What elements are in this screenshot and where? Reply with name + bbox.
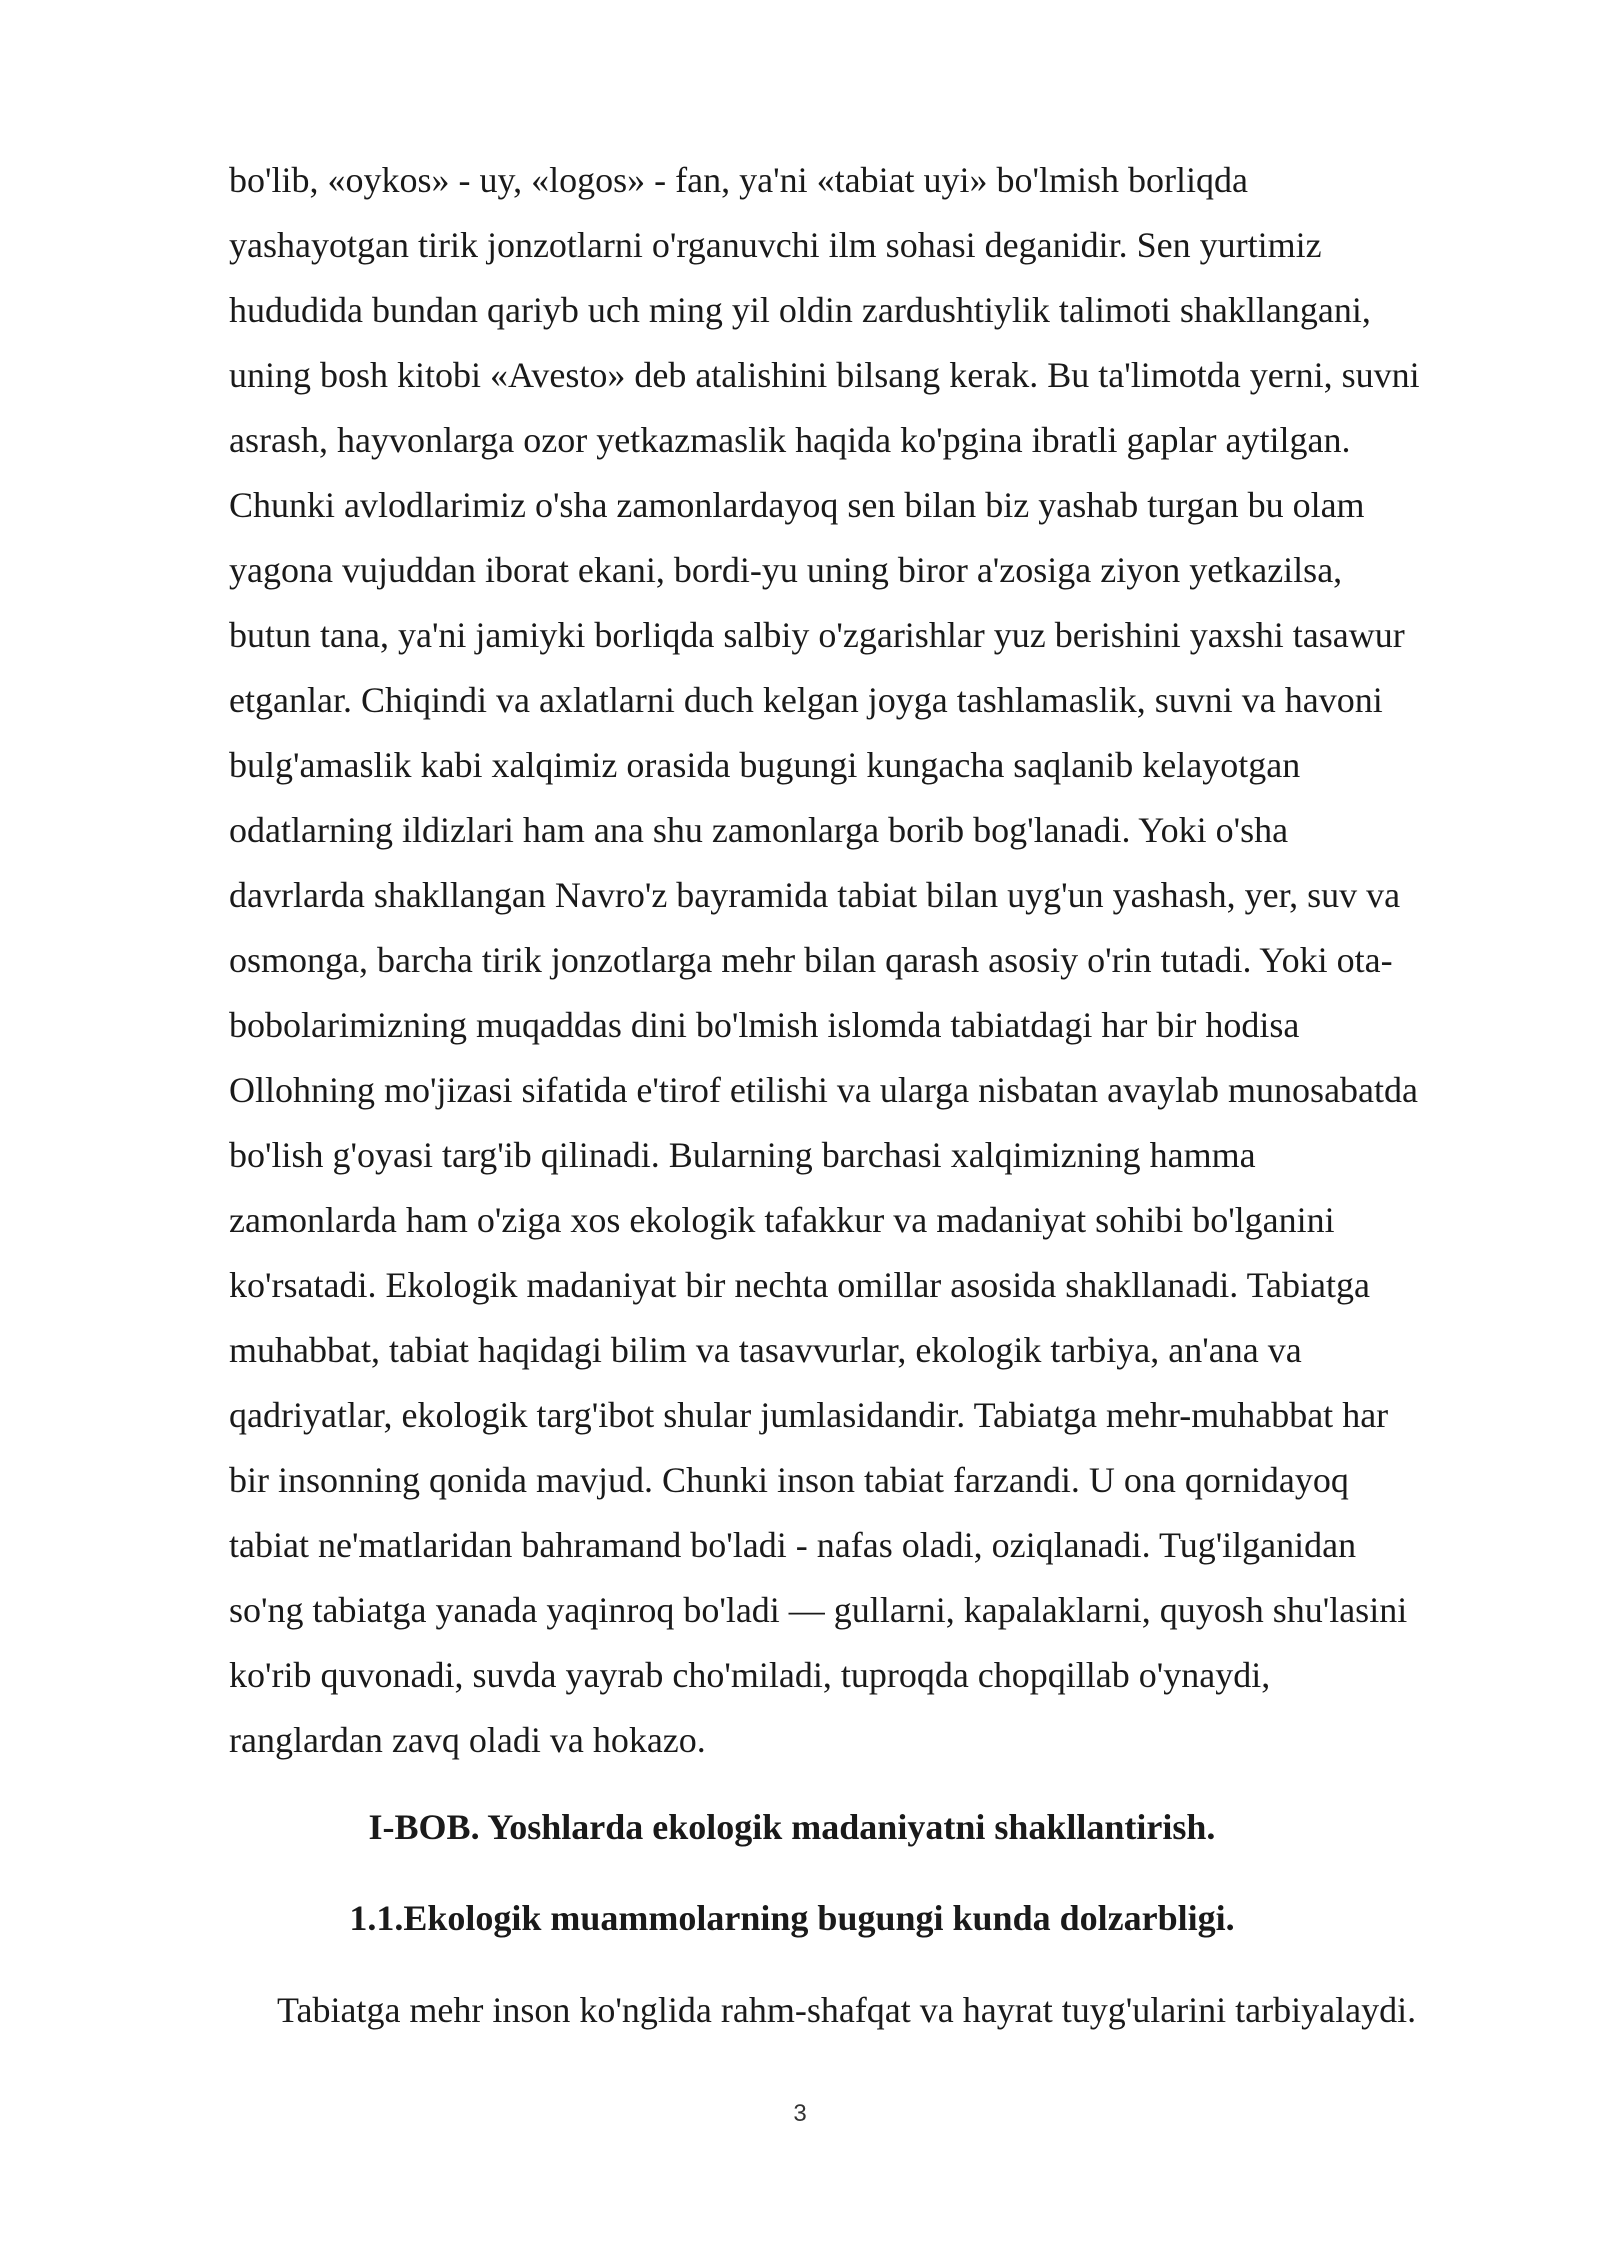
text-line: ranglardan zavq oladi va hokazo.: [229, 1720, 706, 1760]
text-line: qadriyatlar, ekologik targ'ibot shular jumlasidandir. Tabiatga mehr-muhabbat har: [229, 1395, 1389, 1435]
text-line: muhabbat, tabiat haqidagi bilim va tasavvurlar, ekologik tarbiya, an'ana va: [229, 1330, 1302, 1370]
text-line: etganlar. Chiqindi va axlatlarni duch kelgan joyga tashlamaslik, suvni va havoni: [229, 680, 1383, 720]
next-paragraph: Tabiatga mehr inson ko'nglida rahm-shafqat va hayrat tuyg'ularini tarbiyalaydi.: [277, 1990, 1417, 2030]
section-heading: 1.1.Ekologik muammolarning bugungi kunda dolzarbligi.: [349, 1898, 1235, 1938]
chapter-heading: I-BOB. Yoshlarda ekologik madaniyatni shakllantirish.: [368, 1807, 1216, 1847]
text-line: hududida bundan qariyb uch ming yil oldin zardushtiylik talimoti shakllangani,: [229, 290, 1371, 330]
text-line: bir insonning qonida mavjud. Chunki inson tabiat farzandi. U ona qornidayoq: [229, 1460, 1349, 1500]
text-line: ko'rib quvonadi, suvda yayrab cho'miladi, tuproqda chopqillab o'ynaydi,: [229, 1655, 1271, 1695]
text-line: so'ng tabiatga yanada yaqinroq bo'ladi — gullarni, kapalaklarni, quyosh shu'lasini: [229, 1590, 1408, 1630]
text-line: yashayotgan tirik jonzotlarni o'rganuvchi ilm sohasi deganidir. Sen yurtimiz: [229, 225, 1322, 265]
text-line: osmonga, barcha tirik jonzotlarga mehr bilan qarash asosiy o'rin tutadi. Yoki ota-: [229, 940, 1393, 980]
text-line: yagona vujuddan iborat ekani, bordi-yu uning biror a'zosiga ziyon yetkazilsa,: [229, 550, 1343, 590]
text-line: asrash, hayvonlarga ozor yetkazmaslik haqida ko'pgina ibratli gaplar aytilgan.: [229, 420, 1351, 460]
text-line: ko'rsatadi. Ekologik madaniyat bir nechta omillar asosida shakllanadi. Tabiatga: [229, 1265, 1370, 1305]
text-line: Ollohning mo'jizasi sifatida e'tirof etilishi va ularga nisbatan avaylab munosabatda: [229, 1070, 1419, 1110]
text-line: bo'lish g'oyasi targ'ib qilinadi. Bularning barchasi xalqimizning hamma: [229, 1135, 1256, 1175]
text-line: davrlarda shakllangan Navro'z bayramida tabiat bilan uyg'un yashash, yer, suv va: [229, 875, 1401, 915]
text-line: bulg'amaslik kabi xalqimiz orasida bugungi kungacha saqlanib kelayotgan: [229, 745, 1301, 785]
text-line: zamonlarda ham o'ziga xos ekologik tafakkur va madaniyat sohibi bo'lganini: [229, 1200, 1335, 1240]
text-line: butun tana, ya'ni jamiyki borliqda salbiy o'zgarishlar yuz berishini yaxshi tasawur: [229, 615, 1405, 655]
text-line: uning bosh kitobi «Avesto» deb atalishini bilsang kerak. Bu ta'limotda yerni, suvni: [229, 355, 1420, 395]
body-paragraph: [229, 148, 1489, 1773]
page-number: 3: [793, 2100, 807, 2127]
text-line: odatlarning ildizlari ham ana shu zamonlarga borib bog'lanadi. Yoki o'sha: [229, 810, 1289, 850]
text-line: Chunki avlodlarimiz o'sha zamonlardayoq sen bilan biz yashab turgan bu olam: [229, 485, 1365, 525]
text-line: bobolarimizning muqaddas dini bo'lmish islomda tabiatdagi har bir hodisa: [229, 1005, 1300, 1045]
text-line: bo'lib, «oykos» - uy, «logos» - fan, ya'ni «tabiat uyi» bo'lmish borliqda: [229, 160, 1249, 200]
text-line: tabiat ne'matlaridan bahramand bo'ladi - nafas oladi, oziqlanadi. Tug'ilganidan: [229, 1525, 1357, 1565]
